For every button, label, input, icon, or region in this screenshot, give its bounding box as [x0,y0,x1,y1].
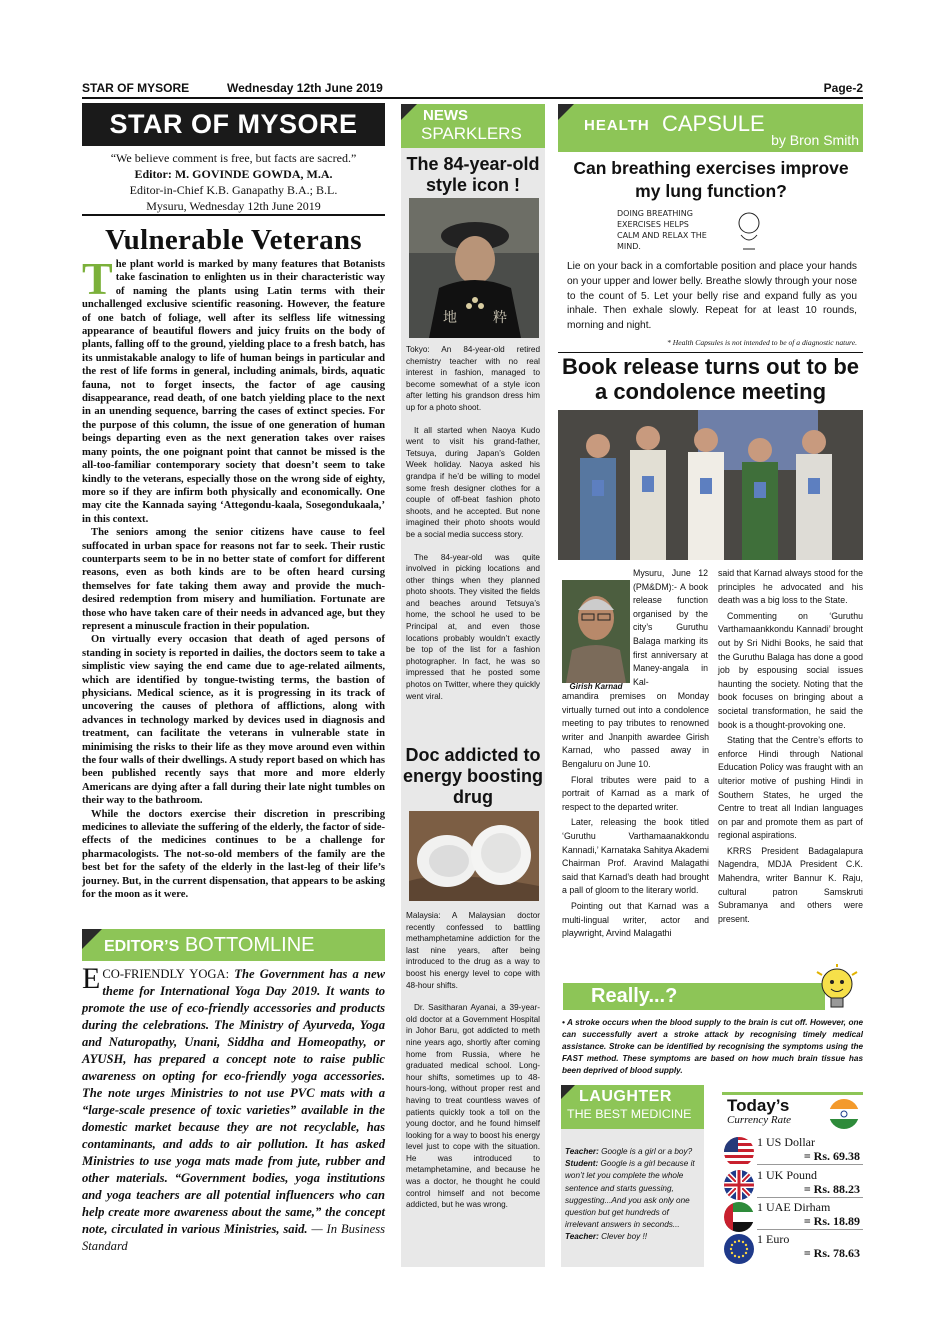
capsule-label-b: CAPSULE [662,111,765,136]
capsule-disclaimer: * Health Capsules is not intended to be of a diagnostic nature. [667,338,857,347]
drug-photo [409,811,539,901]
dateline: Mysuru, Wednesday 12th June 2019 [146,199,321,213]
bottomline-source: — In Business Standard [82,1222,385,1253]
drop-cap: T [82,253,113,304]
health-capsule-banner [558,104,863,152]
book-text-intro: Mysuru, June 12 (PM&DM):- A book release function organised by the city’s Guruthu Balaga marking its first anniversary at Maney-angala in Kal- [633,568,708,687]
book-paragraph: Commenting on ‘Guruthu Varthamaankkondu Kannadi’ brought out by Sri Nidhi Books, he said that the Guruthu Balaga has done a good job by espousing social issues haunting the society. Noting that the book focuses on bringing about a societal transformation, he said the book is a thought-provoking one. [718,610,863,730]
bottomline-lead: CO-FRIENDLY YOGA: [102,967,230,981]
book-text-col1 [562,690,709,943]
bottomline-banner [82,929,385,961]
svg-text:地: 地 [443,310,457,326]
bottomline-label-b: BOTTOMLINE [184,934,315,956]
book-paragraph: said that Karnad always stood for the principles he advocated and his death was a big loss to the State. [718,568,863,606]
book-paragraph: Floral tributes were paid to a portrait of Karnad as a mark of respect to the departed writer. [562,774,709,812]
really-banner [563,983,825,1010]
speaker-label: Student: [565,1159,599,1169]
corner-triangle [558,104,574,120]
currency-name: 1 Euro [757,1232,790,1246]
currency-name: 1 UK Pound [757,1168,818,1182]
editorial-info [82,150,385,214]
really-text: • A stroke occurs when the blood supply to the brain is cut off. However, one can successfully avert a stroke attack by recognising timely medical assistance. Stroke can be identified by recognising the symptoms using the FAST method. These symptoms are based on how much brain tissue has been deprived of blood supply. [562,1018,863,1075]
divider [558,352,863,353]
story-paragraph: Malaysia: A Malaysian doctor recently confessed to battling methamphetamine addiction for the last nine years, after being introduced to the drug as a way to boost his energy level to cope with 48-hour shifts. [406,911,540,990]
masthead: STAR OF MYSORE [82,103,385,146]
sparklers-banner [401,104,545,148]
uae-flag-icon [724,1202,754,1232]
drop-cap: E [82,962,101,995]
joke-line: Clever boy !! [598,1232,648,1242]
style-icon-photo [409,198,539,338]
laughter-banner [561,1085,704,1129]
editorial-paragraph: The seniors among the senior citizens have cause to feel suffocated in urban space for reasons not far to seek. Their rustic counterparts seem to be in no better state of comfort for different reasons, even as both kinds are to be often heard cursing themselves for fate taking them away and provide the much-desired redemption from misery and humiliation. Fortunate are those who have taken care of their needs in advanced age, but they represent a minuscule fraction in their population. [82,527,385,632]
book-paragraph: KRRS President Badagalapura Nagendra, MDJA President C.K. Mahendra, writer Bannur K. Raju, cultural patron Samskruti Subramanya and others were present. [718,845,863,924]
story-paragraph: Dr. Sasitharan Ayanai, a 39-year-old doctor at a Government Hospital in Johor Baru, got addicted to meth nine years ago, shortly after coming home from Russia, where he graduated medical school. Long-hour shifts, sometimes up to 48-hours-long, without proper rest and having to treat countless waves of patients quickly took a toll on the young doctor, and he found himself looking for a way to boost his energy level just to cope with the situation. He was introduced to metamphetamine, and because he was a doctor, he thought he could control himself and not become addicted, but he was wrong. [406,1003,540,1210]
laughter-label-a: LAUGHTER [579,1088,672,1105]
joke-text [565,1146,701,1244]
bottomline-article [82,962,385,1255]
us-flag-icon [724,1137,754,1167]
motto: “We believe comment is free, but facts are sacred.” [110,151,357,165]
corner-triangle [82,929,102,949]
currency-subtitle: Currency Rate [727,1114,792,1126]
currency-row [724,1232,863,1262]
speaker-label: Teacher: [565,1147,599,1156]
currency-row [724,1135,863,1165]
photo-caption: Girish Karnad [569,682,623,691]
paper-name: STAR OF MYSORE [82,81,190,95]
page-number: Page-2 [823,81,863,95]
currency-value: = Rs. 69.38 [803,1149,860,1163]
really-label: Really...? [591,985,678,1007]
book-headline: Book release turns out to be a condolence meeting [561,354,860,404]
india-flag-icon [829,1099,859,1129]
breathing-doodle [615,205,765,257]
book-release-photo [558,410,863,560]
editor-in-chief-line: Editor-in-Chief K.B. Ganapathy B.A.; B.L. [129,183,338,197]
bottomline-label-a: EDITOR’S [104,938,180,955]
corner-triangle [561,1085,575,1099]
sparklers-label-a: NEWS [423,107,468,124]
editorial-article [82,253,385,902]
karnad-photo [562,580,630,683]
currency-name: 1 US Dollar [757,1135,815,1149]
currency-value: = Rs. 88.23 [803,1182,860,1196]
story-text [406,910,540,1222]
currency-value: = Rs. 78.63 [803,1246,860,1260]
editorial-paragraph: While the doctors exercise their discretion in prescribing medicines to alleviate the suffering of the elderly, the factor of side-effects of the medicines continues to be a challenge for pharmacologists. The not-so-old members of the family are the best bet for the safety of the elderly in the last-leg of their life’s journey. But, in the current dispensation, that appears to be asking for the moon as it were. [82,808,385,901]
book-paragraph: amandira premises on Monday virtually turned out into a condolence meeting to pay tributes to renowned writer and Jnanpith awardee Girish Karnad, who passed away in Bengaluru on June 10. [562,691,709,769]
editorial-paragraph: he plant world is marked by many features that Botanists take fascination to enlighten us in their characteristic way of naming the plants using Latin terms with their unchallenged exclusive scientific reasoning. However, the feature of one batch of foliage, well after its selfless life witnessing appearance of beautiful flowers and juicy fruits on the body of plants, falling off to the ground, yielding place to a fresh batch, has its unmistakable analogy to life of human beings in particular and the rest of life forms in general, including animals, birds, aquatic fauna, not to forget insects, the factor of age causing disappearance, read death, of one batch yielding place to the next in an unending sequence, barring the cases of extinct species. For the purpose of this column, the issue of one generation of human beings departing even as the next generation takes over raises many points, the one poignant point that cannot be missed is the all-too-familiar contemporary society that doesn’t seem to take kindly to the veterans, especially those on the wrong side of eighty, more so if they are infirm both physically and economically. One may cite the Kannada saying ‘Attegondu-kaala, Sosegondukaala,’ in this context. [82,259,385,525]
book-paragraph: Pointing out that Karnad was a multi-lingual writer, actor and playwright, Arvind Malagathi [562,900,709,939]
eu-flag-icon [724,1234,754,1264]
joke-line: Google is a girl or a boy? [598,1147,693,1156]
story-text [406,344,540,713]
svg-text:粋: 粋 [493,310,507,326]
currency-value: = Rs. 18.89 [803,1214,860,1228]
sparklers-label-b: SPARKLERS [421,124,522,143]
bottomline-body: The Government has a new theme for International Yoga Day 2019. It wants to promote the use of eco-friendly accessories and products during the celebrations. The Ministry of Ayurveda, Yoga and Naturopathy, Unani, Siddha and Homeopathy, or AYUSH, has prepared a concept note to raise public awareness on opting for eco-friendly yoga accessories. The note urges Ministries to not use PVC mats with a “large-scale presence of toxic varieties” available in the domestic market because they are not recyclable, has contaminants, and adds to air pollution. It has asked Ministries to use yoga mats made from jute, rubber and other materials. “Government bodies, yoga institutions and yoga teachers are all potential influencers who can help create more awareness about the same,” the concept note, circulated in various Ministries, said. [82,967,385,1236]
divider [82,214,385,216]
story-title: Doc addicted to energy boosting drug [402,745,543,807]
capsule-body: Lie on your back in a comfortable position and place your hands on your upper and lower belly. Breathe slowly through your nose to the count of 5. Let your belly rise and expand fully as you inhale. Then exhale slowly. Repeat for at least 10 rounds, morning and night. [567,261,857,332]
currency-row [724,1168,863,1198]
story-title: The 84-year-old style icon ! [406,154,540,195]
capsule-question: Can breathing exercises improve my lung function? [573,158,849,201]
currency-row [724,1200,863,1230]
speaker-label: Teacher: [565,1232,599,1242]
lightbulb-icon [812,964,862,1016]
capsule-label-a: HEALTH [584,117,650,134]
uk-flag-icon [724,1170,754,1200]
book-paragraph: Stating that the Centre’s efforts to enforce Hindi through National Education Policy was fraught with an ulterior motive of pushing Hindi in Southern States, he urged the Centre to treat all Indian languages on par and promote them as part of regional aspirations. [718,735,863,841]
joke-line: Google is a girl because it won’t let you complete the whole sentence and starts guessing, suggesting...And you ask only one question but get hundreds of irrelevant answers in seconds... [565,1159,695,1230]
currency-title: Today’s [727,1096,790,1115]
editorial-paragraph: On virtually every occasion that death of aged persons of standing in society is reported in dailies, the doctors seem to take a simplistic view saying the end came due to age-related ailments, which are identified by tongue-twisting terms, the bastion of physicians. Medical science, as it is progressing in its track of uncovering the causes of plethora of afflictions, along with advances in technology marked by devices used in diagnosis and treatment, can facilitate the veterans in vulnerable state in minimising the risks to their life as they move around even within the four walls of their dwellings. A study report based on which has been published recently says that more and more elderly Americans are dying after a fall during their late night tumbles on their way to the bathroom. [82,634,385,807]
corner-triangle [401,104,417,120]
laughter-label-b: THE BEST MEDICINE [567,1107,692,1121]
page-header [82,79,863,99]
issue-date: Wednesday 12th June 2019 [227,81,383,95]
story-paragraph: Tokyo: An 84-year-old retired chemistry teacher with no real interest in fashion, managed to become somewhat of a style icon after letting his grandson dress him up for a photo shoot. [406,345,540,412]
story-paragraph: It all started when Naoya Kudo went to visit his grand-father, Tetsuya, during Japan’s Golden Week holiday. Naoya asked his grandpa if he’d be willing to model some fresh designer clothes for a couple of off-beat fashion photo shoots, and he accepted. But none imagined their photo shoots would be a social media success story. [406,425,540,539]
story-paragraph: The 84-year-old was quite involved in picking locations and other things when they planned photo shoots. They visited the fields and beaches around Tetsuya’s home, the school he used to be Principal at, and even those locations probably wouldn’t exactly be top of the list for a fashion photographer. In fact, he was so impressed that he posted some photos on Twitter, where they quickly went viral. [406,552,540,701]
editor-line: Editor: M. GOVINDE GOWDA, M.A. [134,167,333,181]
doodle-text: DOING BREATHING EXERCISES HELPS CALM AND RELAX THE MIND. [617,209,707,251]
editorial-headline: Vulnerable Veterans [105,224,362,256]
book-text-col2 [718,567,863,928]
capsule-byline: by Bron Smith [771,132,859,148]
book-paragraph: Later, releasing the book titled ‘Guruthu Varthamaanakkondu Kannadi,’ Karnataka Sahitya Akademi Chairman Prof. Aravind Malagathi said that Karnad’s death had brought a pall of gloom to the literary world. [562,817,709,896]
currency-name: 1 UAE Dirham [757,1200,831,1214]
